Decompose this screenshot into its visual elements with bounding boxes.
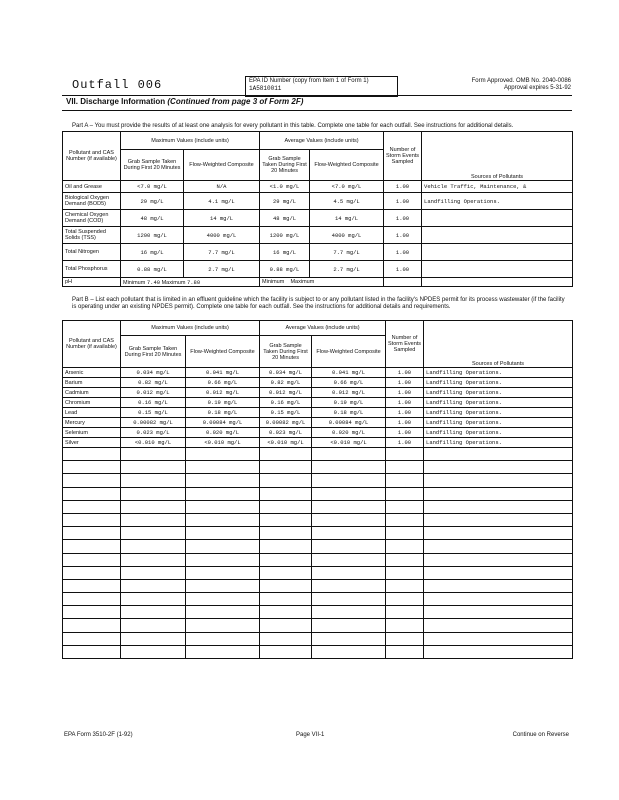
blank-cell xyxy=(386,527,424,540)
blank-cell xyxy=(312,566,386,579)
header-pollutant: Pollutant and CAS Number (if available) xyxy=(63,132,121,181)
blank-cell xyxy=(424,566,573,579)
epa-id-value: 1A5810011 xyxy=(249,85,282,92)
blank-cell xyxy=(121,553,186,566)
part-b-label: Part B – xyxy=(72,297,94,303)
cell-avg-flow: 0.18 mg/L xyxy=(312,408,386,418)
cell-pollutant: Total Suspended Solids (TSS) xyxy=(63,227,121,244)
ph-maximum-label-2: Maximum xyxy=(290,279,315,285)
header-sources: Sources of Pollutants xyxy=(422,132,573,181)
cell-max-flow: 0.00084 mg/L xyxy=(186,418,260,428)
blank-cell xyxy=(260,579,312,592)
blank-cell xyxy=(386,606,424,619)
blank-cell xyxy=(63,579,121,592)
approval-expires-text: Approval expires 5-31-92 xyxy=(503,85,571,91)
part-b-note xyxy=(72,297,570,311)
cell-source: Vehicle Traffic, Maintenance, & xyxy=(422,181,573,193)
cell-pollutant: Total Phosphorus xyxy=(63,261,121,278)
ph-maximum-label: Maximum xyxy=(161,279,186,286)
b-header-avg-flow: Flow-Weighted Composite xyxy=(312,336,386,368)
cell-max-grab: 0.034 mg/L xyxy=(121,368,186,378)
blank-cell xyxy=(312,461,386,474)
blank-cell xyxy=(63,448,121,461)
cell-source xyxy=(422,227,573,244)
b-header-storm-events: Number of Storm Events Sampled xyxy=(386,321,424,368)
cell-events: 1.00 xyxy=(384,244,422,261)
blank-cell xyxy=(424,540,573,553)
blank-cell xyxy=(186,527,260,540)
blank-cell xyxy=(424,500,573,513)
blank-cell xyxy=(260,500,312,513)
cell-pollutant: Oil and Grease xyxy=(63,181,121,193)
cell-source xyxy=(422,244,573,261)
table-row xyxy=(63,227,573,244)
table-row xyxy=(63,428,573,438)
divider-top xyxy=(62,95,572,96)
cell-max-grab: 0.15 mg/L xyxy=(121,408,186,418)
ph-minimum-label: Minimum xyxy=(123,279,146,286)
blank-cell xyxy=(386,632,424,645)
ph-avg-group xyxy=(260,278,384,287)
cell-pollutant: Cadmium xyxy=(63,388,121,398)
blank-row xyxy=(63,448,573,461)
blank-cell xyxy=(186,500,260,513)
cell-avg-grab: 0.00082 mg/L xyxy=(260,418,312,428)
blank-cell xyxy=(312,579,386,592)
cell-max-flow: 0.041 mg/L xyxy=(186,368,260,378)
cell-max-grab: 0.00082 mg/L xyxy=(121,418,186,428)
cell-max-flow: 14 mg/L xyxy=(184,210,260,227)
blank-cell xyxy=(121,593,186,606)
table-row xyxy=(63,398,573,408)
blank-cell xyxy=(121,566,186,579)
part-b-text: List each pollutant that is limited in an effluent guideline which the facility is subject to or any pollutant listed in the facility's NPDES permit for its process wastewater (if the facility is operating under an existing NPDES permit). Complete one table for each outfall. See the instructions for additional details and requirements. xyxy=(72,297,565,310)
table-row xyxy=(63,181,573,193)
blank-cell xyxy=(312,513,386,526)
blank-row xyxy=(63,553,573,566)
epa-id-box xyxy=(245,76,398,97)
blank-cell xyxy=(63,487,121,500)
cell-source: Landfilling Operations. xyxy=(424,418,573,428)
table-row xyxy=(63,368,573,378)
blank-cell xyxy=(312,527,386,540)
blank-cell xyxy=(63,474,121,487)
cell-max-flow: N/A xyxy=(184,181,260,193)
blank-cell xyxy=(63,619,121,632)
cell-max-grab: 0.88 mg/L xyxy=(121,261,184,278)
cell-events: 1.00 xyxy=(386,398,424,408)
cell-max-flow: <0.010 mg/L xyxy=(186,438,260,448)
blank-cell xyxy=(186,593,260,606)
blank-row xyxy=(63,566,573,579)
cell-pollutant: Chemical Oxygen Demand (COD) xyxy=(63,210,121,227)
table-row xyxy=(63,418,573,428)
blank-cell xyxy=(186,632,260,645)
blank-cell xyxy=(424,513,573,526)
blank-cell xyxy=(63,540,121,553)
blank-cell xyxy=(63,513,121,526)
ph-minimum-label-2: Minimum xyxy=(262,279,285,285)
blank-cell xyxy=(63,593,121,606)
table-row xyxy=(63,244,573,261)
cell-pollutant: Biological Oxygen Demand (BOD5) xyxy=(63,193,121,210)
cell-avg-flow: 4000 mg/L xyxy=(310,227,384,244)
cell-avg-flow: 7.7 mg/L xyxy=(310,244,384,261)
blank-cell xyxy=(312,540,386,553)
cell-source: Landfilling Operations. xyxy=(424,398,573,408)
blank-cell xyxy=(260,553,312,566)
blank-cell xyxy=(121,448,186,461)
part-a-note: Part A – You must provide the results of at least one analysis for every pollutant in this table. Complete one table for each outfall. See instructions for additional details. xyxy=(72,123,514,129)
blank-row xyxy=(63,632,573,645)
cell-avg-grab: 0.034 mg/L xyxy=(260,368,312,378)
blank-cell xyxy=(386,474,424,487)
cell-avg-grab: 0.15 mg/L xyxy=(260,408,312,418)
blank-cell xyxy=(260,606,312,619)
blank-cell xyxy=(260,540,312,553)
cell-max-grab: 0.012 mg/L xyxy=(121,388,186,398)
blank-cell xyxy=(63,553,121,566)
b-header-pollutant: Pollutant and CAS Number (if available) xyxy=(63,321,121,368)
outfall-label: Outfall 006 xyxy=(72,78,163,92)
cell-pollutant: Barium xyxy=(63,378,121,388)
blank-cell xyxy=(386,593,424,606)
cell-events: 1.00 xyxy=(386,428,424,438)
cell-avg-flow: 0.19 mg/L xyxy=(312,398,386,408)
blank-cell xyxy=(260,461,312,474)
blank-cell xyxy=(186,566,260,579)
cell-max-flow: 0.18 mg/L xyxy=(186,408,260,418)
cell-source: Landfilling Operations. xyxy=(424,428,573,438)
cell-source: Landfilling Operations. xyxy=(424,388,573,398)
blank-cell xyxy=(121,500,186,513)
blank-cell xyxy=(386,566,424,579)
blank-cell xyxy=(424,461,573,474)
b-header-max-grab: Grab Sample Taken During First 20 Minutes xyxy=(121,336,186,368)
blank-cell xyxy=(186,474,260,487)
cell-avg-grab: 0.012 mg/L xyxy=(260,388,312,398)
blank-cell xyxy=(424,619,573,632)
blank-cell xyxy=(386,513,424,526)
blank-cell xyxy=(63,632,121,645)
blank-cell xyxy=(63,606,121,619)
blank-row xyxy=(63,487,573,500)
cell-avg-flow: 14 mg/L xyxy=(310,210,384,227)
blank-cell xyxy=(186,540,260,553)
cell-avg-flow: 0.012 mg/L xyxy=(312,388,386,398)
blank-cell xyxy=(312,487,386,500)
blank-cell xyxy=(312,474,386,487)
blank-cell xyxy=(312,606,386,619)
cell-max-grab: 1200 mg/L xyxy=(121,227,184,244)
b-header-max-values: Maximum Values (include units) xyxy=(121,321,260,336)
blank-cell xyxy=(121,513,186,526)
blank-row xyxy=(63,619,573,632)
blank-cell xyxy=(260,448,312,461)
cell-avg-flow: 4.5 mg/L xyxy=(310,193,384,210)
blank-cell xyxy=(121,645,186,658)
ph-label: pH xyxy=(63,278,121,287)
blank-cell xyxy=(312,500,386,513)
blank-cell xyxy=(386,487,424,500)
cell-max-grab: 0.023 mg/L xyxy=(121,428,186,438)
header-max-values: Maximum Values (include units) xyxy=(121,132,260,150)
header-avg-values: Average Values (include units) xyxy=(260,132,384,150)
cell-events: 1.00 xyxy=(386,408,424,418)
ph-source xyxy=(422,278,573,287)
blank-cell xyxy=(186,619,260,632)
cell-avg-flow: 0.041 mg/L xyxy=(312,368,386,378)
cell-avg-flow: <0.010 mg/L xyxy=(312,438,386,448)
header-avg-flow: Flow-Weighted Composite xyxy=(310,150,384,181)
cell-avg-flow: <7.0 mg/L xyxy=(310,181,384,193)
blank-cell xyxy=(121,474,186,487)
blank-cell xyxy=(260,527,312,540)
blank-row xyxy=(63,474,573,487)
cell-pollutant: Lead xyxy=(63,408,121,418)
blank-cell xyxy=(312,593,386,606)
ph-events xyxy=(384,278,422,287)
cell-source xyxy=(422,261,573,278)
blank-cell xyxy=(63,527,121,540)
blank-row xyxy=(63,500,573,513)
cell-source: Landfilling Operations. xyxy=(424,438,573,448)
cell-avg-flow: 0.020 mg/L xyxy=(312,428,386,438)
cell-max-grab: 0.82 mg/L xyxy=(121,378,186,388)
cell-source: Landfilling Operations. xyxy=(422,193,573,210)
blank-row xyxy=(63,606,573,619)
cell-avg-grab: 1200 mg/L xyxy=(260,227,310,244)
blank-cell xyxy=(312,632,386,645)
cell-avg-grab: <1.0 mg/L xyxy=(260,181,310,193)
blank-cell xyxy=(121,579,186,592)
table-row xyxy=(63,408,573,418)
blank-row xyxy=(63,645,573,658)
blank-cell xyxy=(424,527,573,540)
cell-events: 1.00 xyxy=(386,438,424,448)
blank-cell xyxy=(386,540,424,553)
blank-cell xyxy=(424,487,573,500)
blank-cell xyxy=(260,474,312,487)
blank-row xyxy=(63,527,573,540)
cell-pollutant: Chromium xyxy=(63,398,121,408)
ph-maximum-value: 7.80 xyxy=(186,278,201,286)
cell-avg-grab: 0.023 mg/L xyxy=(260,428,312,438)
cell-max-flow: 2.7 mg/L xyxy=(184,261,260,278)
cell-avg-flow: 0.00084 mg/L xyxy=(312,418,386,428)
cell-avg-grab: 0.16 mg/L xyxy=(260,398,312,408)
cell-events: 1.00 xyxy=(384,193,422,210)
b-header-sources: Sources of Pollutants xyxy=(424,321,573,368)
ph-max-group xyxy=(121,278,260,287)
b-header-avg-grab: Grab Sample Taken During First 20 Minutes xyxy=(260,336,312,368)
blank-cell xyxy=(63,500,121,513)
blank-cell xyxy=(63,461,121,474)
blank-cell xyxy=(260,632,312,645)
table-row xyxy=(63,438,573,448)
header-max-grab: Grab Sample Taken During First 20 Minutes xyxy=(121,150,184,181)
epa-id-label: EPA ID Number (copy from Item 1 of Form 1) xyxy=(249,78,369,84)
cell-max-grab: 16 mg/L xyxy=(121,244,184,261)
cell-pollutant: Selenium xyxy=(63,428,121,438)
cell-avg-grab: 29 mg/L xyxy=(260,193,310,210)
cell-events: 1.00 xyxy=(386,388,424,398)
blank-cell xyxy=(186,487,260,500)
blank-cell xyxy=(63,645,121,658)
blank-cell xyxy=(186,513,260,526)
blank-cell xyxy=(424,448,573,461)
cell-pollutant: Arsenic xyxy=(63,368,121,378)
blank-cell xyxy=(312,645,386,658)
cell-max-flow: 4000 mg/L xyxy=(184,227,260,244)
blank-cell xyxy=(121,606,186,619)
cell-max-flow: 0.66 mg/L xyxy=(186,378,260,388)
footer-continue: Continue on Reverse xyxy=(512,732,569,738)
cell-pollutant: Total Nitrogen xyxy=(63,244,121,261)
blank-row xyxy=(63,593,573,606)
cell-max-grab: 0.16 mg/L xyxy=(121,398,186,408)
blank-cell xyxy=(186,461,260,474)
blank-cell xyxy=(260,566,312,579)
blank-cell xyxy=(260,645,312,658)
footer-page-number: Page VII-1 xyxy=(296,732,325,738)
blank-row xyxy=(63,579,573,592)
blank-cell xyxy=(260,593,312,606)
cell-events: 1.00 xyxy=(384,181,422,193)
table-row xyxy=(63,193,573,210)
ph-row xyxy=(63,278,573,287)
cell-max-flow: 0.012 mg/L xyxy=(186,388,260,398)
blank-cell xyxy=(121,527,186,540)
blank-cell xyxy=(424,474,573,487)
part-b-table xyxy=(62,320,573,659)
section-title-main: VII. Discharge Information xyxy=(66,97,166,106)
cell-events: 1.00 xyxy=(386,418,424,428)
blank-cell xyxy=(63,566,121,579)
cell-events: 1.00 xyxy=(384,261,422,278)
cell-max-flow: 0.19 mg/L xyxy=(186,398,260,408)
blank-cell xyxy=(386,553,424,566)
table-row xyxy=(63,388,573,398)
table-row xyxy=(63,210,573,227)
cell-avg-grab: 16 mg/L xyxy=(260,244,310,261)
header-avg-grab: Grab Sample Taken During First 20 Minutes xyxy=(260,150,310,181)
ph-minimum-value: 7.40 xyxy=(146,278,161,286)
cell-source: Landfilling Operations. xyxy=(424,368,573,378)
blank-cell xyxy=(186,579,260,592)
cell-pollutant: Mercury xyxy=(63,418,121,428)
part-a-table xyxy=(62,131,573,287)
blank-cell xyxy=(424,553,573,566)
blank-cell xyxy=(424,593,573,606)
blank-row xyxy=(63,513,573,526)
cell-avg-grab: 0.88 mg/L xyxy=(260,261,310,278)
cell-events: 1.00 xyxy=(384,227,422,244)
b-header-avg-values: Average Values (include units) xyxy=(260,321,386,336)
table-row xyxy=(63,378,573,388)
cell-avg-grab: <0.010 mg/L xyxy=(260,438,312,448)
cell-max-flow: 7.7 mg/L xyxy=(184,244,260,261)
cell-max-grab: <0.010 mg/L xyxy=(121,438,186,448)
blank-cell xyxy=(312,553,386,566)
blank-cell xyxy=(186,606,260,619)
b-header-max-flow: Flow-Weighted Composite xyxy=(186,336,260,368)
blank-cell xyxy=(260,619,312,632)
cell-source: Landfilling Operations. xyxy=(424,378,573,388)
blank-cell xyxy=(121,632,186,645)
cell-avg-flow: 2.7 mg/L xyxy=(310,261,384,278)
blank-cell xyxy=(121,619,186,632)
blank-cell xyxy=(386,579,424,592)
section-title-continued: (Continued from page 3 of Form 2F) xyxy=(167,97,304,106)
cell-avg-grab: 0.82 mg/L xyxy=(260,378,312,388)
cell-avg-flow: 0.66 mg/L xyxy=(312,378,386,388)
cell-avg-grab: 48 mg/L xyxy=(260,210,310,227)
header-storm-events: Number of Storm Events Sampled xyxy=(384,132,422,181)
blank-cell xyxy=(386,461,424,474)
blank-cell xyxy=(386,448,424,461)
blank-cell xyxy=(121,461,186,474)
blank-cell xyxy=(424,632,573,645)
cell-events: 1.00 xyxy=(384,210,422,227)
blank-cell xyxy=(121,487,186,500)
cell-events: 1.00 xyxy=(386,378,424,388)
table-row xyxy=(63,261,573,278)
divider-title xyxy=(62,110,572,111)
cell-pollutant: Silver xyxy=(63,438,121,448)
cell-max-flow: 4.1 mg/L xyxy=(184,193,260,210)
cell-source xyxy=(422,210,573,227)
cell-events: 1.00 xyxy=(386,368,424,378)
blank-cell xyxy=(186,645,260,658)
section-title xyxy=(66,97,303,106)
blank-cell xyxy=(424,645,573,658)
cell-max-flow: 0.020 mg/L xyxy=(186,428,260,438)
blank-cell xyxy=(386,645,424,658)
blank-row xyxy=(63,540,573,553)
blank-cell xyxy=(386,500,424,513)
blank-cell xyxy=(424,606,573,619)
blank-cell xyxy=(260,487,312,500)
blank-cell xyxy=(186,448,260,461)
header-max-flow: Flow-Weighted Composite xyxy=(184,150,260,181)
blank-cell xyxy=(312,448,386,461)
blank-cell xyxy=(312,619,386,632)
blank-cell xyxy=(121,540,186,553)
form-approval xyxy=(472,78,571,92)
blank-cell xyxy=(260,513,312,526)
blank-cell xyxy=(386,619,424,632)
cell-max-grab: 29 mg/L xyxy=(121,193,184,210)
blank-row xyxy=(63,461,573,474)
form-approved-text: Form Approved. OMB No. 2040-0086 xyxy=(471,78,571,84)
blank-cell xyxy=(424,579,573,592)
blank-cell xyxy=(186,553,260,566)
cell-max-grab: <7.0 mg/L xyxy=(121,181,184,193)
cell-source: Landfilling Operations. xyxy=(424,408,573,418)
footer-form-number: EPA Form 3510-2F (1-92) xyxy=(64,732,133,738)
cell-max-grab: 48 mg/L xyxy=(121,210,184,227)
